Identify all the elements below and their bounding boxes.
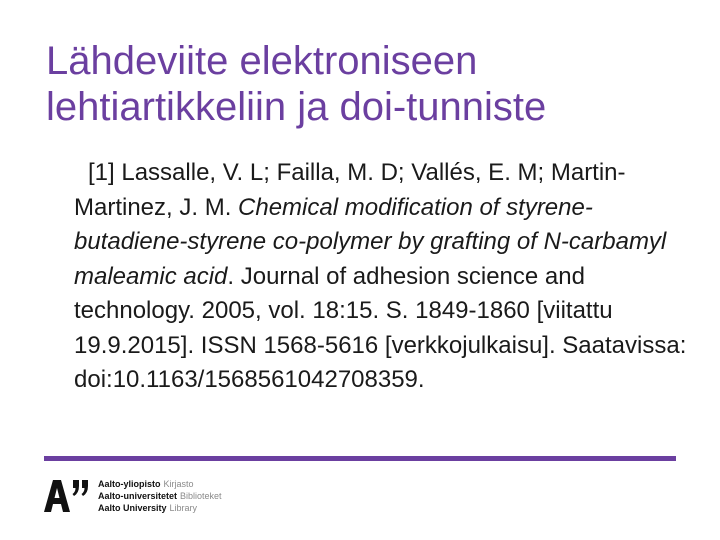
- reference-authors: Lassalle, V. L; Failla, M. D; Vallés, E. M; Martin-Martinez, J. M.: [74, 159, 626, 221]
- slide-title: Lähdeviite elektroniseen lehtiartikkeliin ja doi-tunniste: [46, 39, 547, 129]
- logo-unit-name: Biblioteket: [180, 491, 222, 501]
- logo-university-name: Aalto University: [98, 503, 167, 513]
- reference-entry: [74, 156, 694, 398]
- reference-number: [1]: [88, 159, 115, 186]
- logo-text: [98, 478, 222, 514]
- logo-unit-name: Library: [169, 503, 198, 513]
- reference-details: . Journal of adhesion science and technology. 2005, vol. 18:15. S. 1849-1860 [viitattu 19.9.2015]. ISSN 1568-5616 [verkkojulkaisu]. Saatavissa: doi:10.1163/1568561042708359.: [74, 262, 687, 393]
- logo-line: [98, 478, 222, 490]
- footer-divider: [44, 456, 676, 461]
- logo-line: [98, 490, 222, 502]
- reference-article-title: Chemical modification of styrene-butadiene-styrene co-polymer by grafting of N-carbamyl maleamic acid: [74, 193, 667, 290]
- logo-line: [98, 502, 222, 514]
- logo-university-name: Aalto-yliopisto: [98, 479, 161, 489]
- aalto-logo: [44, 476, 264, 518]
- logo-unit-name: Kirjasto: [163, 479, 194, 489]
- logo-university-name: Aalto-universitetet: [98, 491, 178, 501]
- aalto-a-logo-icon: [44, 476, 94, 516]
